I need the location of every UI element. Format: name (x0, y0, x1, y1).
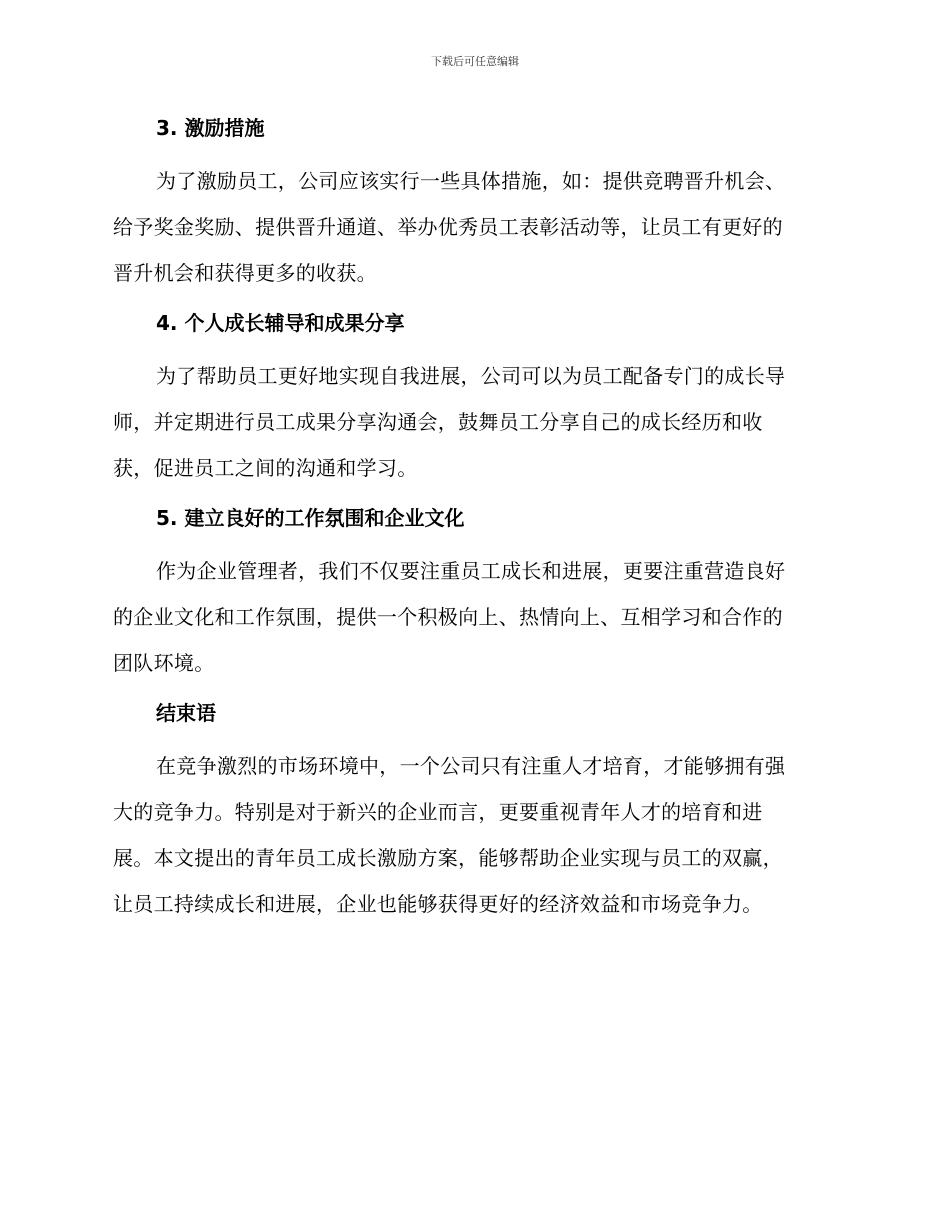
section-paragraph (113, 548, 833, 686)
section-heading: 4. 个人成长辅导和成果分享 (156, 311, 405, 335)
paragraph-line: 在竞争激烈的市场环境中，一个公司只有注重人才培育，才能够拥有强 (156, 754, 786, 778)
section-paragraph (113, 743, 833, 927)
paragraph-line: 展。本文提出的青年员工成长激励方案，能够帮助企业实现与员工的双赢， (113, 846, 783, 870)
paragraph-line: 团队环境。 (113, 651, 215, 675)
paragraph-line: 晋升机会和获得更多的收获。 (113, 261, 377, 285)
paragraph-line: 获，促进员工之间的沟通和学习。 (113, 456, 418, 480)
section-paragraph (113, 353, 833, 491)
paragraph-line: 作为企业管理者，我们不仅要注重员工成长和进展，更要注重营造良好 (156, 559, 786, 583)
section-heading: 5. 建立良好的工作氛围和企业文化 (156, 506, 465, 530)
paragraph-line: 为了帮助员工更好地实现自我进展，公司可以为员工配备专门的成长导 (156, 364, 786, 388)
paragraph-line: 为了激励员工，公司应该实行一些具体措施，如：提供竞聘晋升机会、 (156, 169, 786, 193)
paragraph-line: 让员工持续成长和进展，企业也能够获得更好的经济效益和市场竞争力。 (113, 892, 763, 916)
section-paragraph (113, 158, 833, 296)
header-note: 下载后可任意编辑 (431, 55, 519, 68)
paragraph-line: 给予奖金奖励、提供晋升通道、举办优秀员工表彰活动等，让员工有更好的 (113, 215, 783, 239)
section-heading: 结束语 (156, 701, 216, 725)
paragraph-line: 的企业文化和工作氛围，提供一个积极向上、热情向上、互相学习和合作的 (113, 605, 783, 629)
document-body (113, 113, 833, 927)
section-heading: 3. 激励措施 (156, 116, 265, 140)
paragraph-line: 大的竞争力。特别是对于新兴的企业而言，更要重视青年人才的培育和进 (113, 800, 763, 824)
paragraph-line: 师，并定期进行员工成果分享沟通会，鼓舞员工分享自己的成长经历和收 (113, 410, 763, 434)
